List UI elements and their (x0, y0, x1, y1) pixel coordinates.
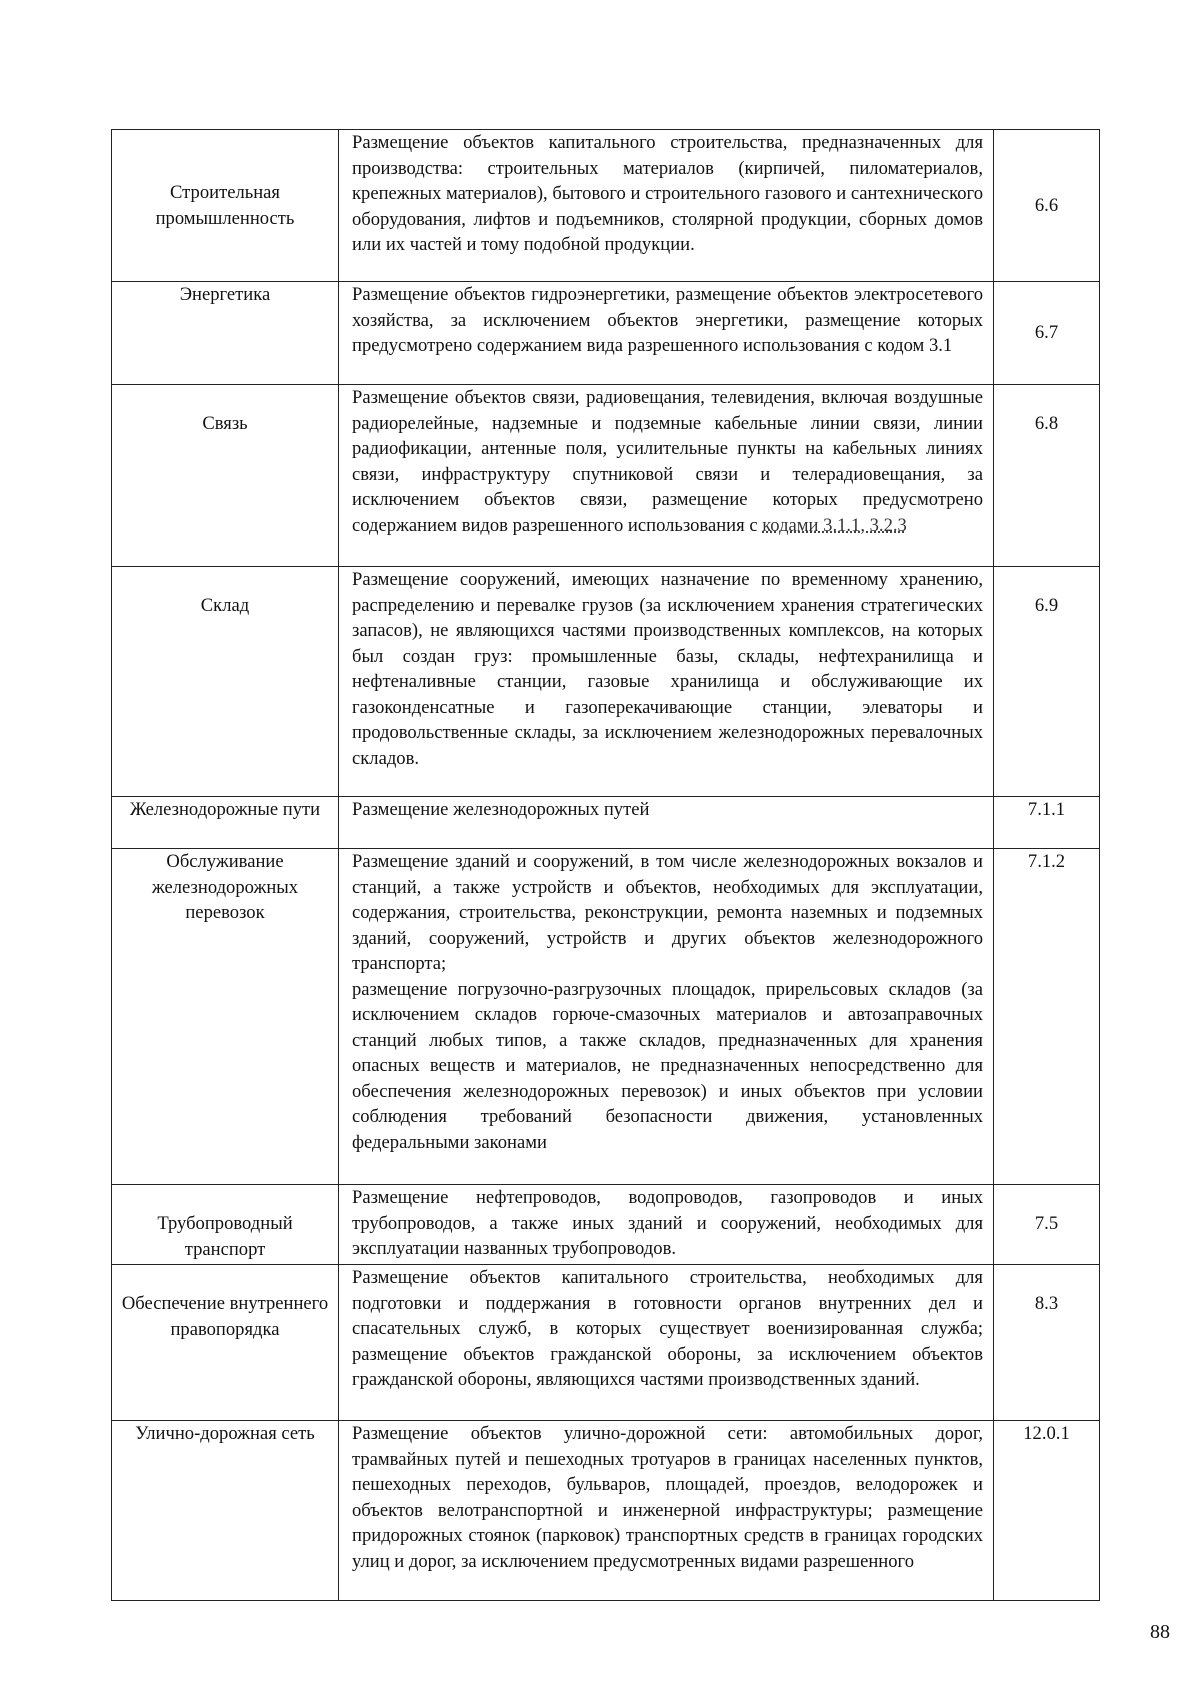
row-desc: Размещение зданий и сооружений, в том числе железнодорожных вокзалов и станций, а также устройств и объектов, необходимых для эксплуатации, содержания, строительства, реконструкции, ремонта наземных и подземных зданий, сооружений, устройств и других объектов железнодорожного транспорта; (352, 851, 983, 974)
row-code: 7.1.1 (1027, 799, 1066, 820)
row-code: 6.7 (1034, 322, 1059, 344)
land-use-table (111, 129, 1100, 1601)
row-desc: Размещение объектов связи, радиовещания, телевидения, включая воздушные радиорелейные, надземные и подземные кабельные линии связи, линии радиофикации, антенные поля, усилительные пункты на кабельных линиях связи, инфраструктуру спутниковой связи и телерадиовещания, за исключением объектов связи, размещение которых предусмотрено содержанием видов разрешенного использования с кодами 3.1.1, 3.2.3 (352, 387, 983, 536)
codes-link[interactable]: кодами 3.1.1, 3.2.3 (762, 514, 907, 536)
row-desc-cell (339, 130, 994, 282)
row-desc-cell (339, 282, 994, 385)
table-row (112, 1265, 1100, 1421)
row-desc-cell (339, 385, 994, 567)
row-name-cell (112, 1265, 339, 1421)
row-desc-cell (339, 1185, 994, 1265)
row-desc-cell (339, 797, 994, 849)
row-code: 6.8 (1034, 413, 1059, 434)
table-row (112, 1421, 1100, 1601)
row-desc: Размещение сооружений, имеющих назначение по временному хранению, распределению и перевалке грузов (за исключением хранения стратегических запасов), не являющихся частями производственных комплексов, на которых был создан груз: промышленные базы, склады, нефтехранилища и нефтеналивные станции, газовые хранилища и обслуживающие их газоконденсатные и газоперекачивающие станции, элеваторы и продовольственные склады, за исключением железнодорожных перевалочных складов. (352, 569, 983, 769)
row-name: Строительная промышленность (155, 182, 295, 229)
row-code-cell (994, 567, 1100, 797)
row-name: Железнодорожные пути (129, 799, 321, 820)
row-desc: Размещение железнодорожных путей (352, 799, 650, 820)
row-name-cell (112, 567, 339, 797)
table-row (112, 385, 1100, 567)
row-desc: Размещение объектов капитального строительства, необходимых для подготовки и поддержания в готовности органов внутренних дел и спасательных служб, в которых существует военизированная служба; размещение объектов гражданской обороны, за исключением объектов гражданской обороны, являющихся частями производственных зданий. (352, 1267, 983, 1390)
row-desc: Размещение объектов улично-дорожной сети: автомобильных дорог, трамвайных путей и пешеходных тротуаров в границах населенных пунктов, пешеходных переходов, бульваров, площадей, проездов, велодорожек и объектов велотранспортной и инженерной инфраструктуры; размещение придорожных стоянок (парковок) транспортных средств в границах городских улиц и дорог, за исключением предусмотренных видами разрешенного (352, 1423, 983, 1572)
row-code: 6.6 (1034, 194, 1059, 216)
row-name: Энергетика (179, 284, 271, 305)
row-name-cell (112, 130, 339, 282)
table-row (112, 130, 1100, 282)
row-desc-cell (339, 1421, 994, 1601)
table-row (112, 1185, 1100, 1265)
row-code: 12.0.1 (1023, 1423, 1070, 1444)
row-code-cell (994, 849, 1100, 1185)
row-name: Обслуживание железнодорожных перевозок (151, 851, 299, 923)
row-desc: Размещение объектов капитального строительства, предназначенных для производства: строительных материалов (кирпичей, пиломатериалов, крепежных материалов), бытового и строительного газового и сантехнического оборудования, лифтов и подъемников, столярной продукции, сборных домов или их частей и тому подобной продукции. (352, 132, 983, 255)
row-desc-cell (339, 1265, 994, 1421)
row-code: 7.1.2 (1027, 851, 1066, 872)
table-row (112, 797, 1100, 849)
row-code: 6.9 (1034, 595, 1059, 616)
page-number: 88 (1150, 1621, 1170, 1643)
table-row (112, 567, 1100, 797)
row-name-cell (112, 385, 339, 567)
row-code-cell (994, 1265, 1100, 1421)
row-desc-cell (339, 567, 994, 797)
row-desc: Размещение объектов гидроэнергетики, размещение объектов электросетевого хозяйства, за исключением объектов энергетики, размещение которых предусмотрено содержанием вида разрешенного использования с кодом 3.1 (352, 284, 983, 356)
row-name-cell (112, 282, 339, 385)
row-code-cell (994, 1185, 1100, 1265)
row-code: 8.3 (1034, 1293, 1059, 1314)
row-name: Обеспечение внутреннего правопорядка (121, 1293, 329, 1340)
row-name: Связь (202, 413, 248, 434)
row-code-cell (994, 385, 1100, 567)
row-desc: Размещение нефтепроводов, водопроводов, газопроводов и иных трубопроводов, а также иных зданий и сооружений, необходимых для эксплуатации названных трубопроводов. (352, 1187, 983, 1259)
row-code-cell (994, 130, 1100, 282)
row-name: Улично-дорожная сеть (135, 1423, 315, 1444)
row-code: 7.5 (1034, 1213, 1059, 1234)
row-code-cell (994, 797, 1100, 849)
row-name-cell (112, 1185, 339, 1265)
row-name-cell (112, 1421, 339, 1601)
table-row (112, 282, 1100, 385)
row-code-cell (994, 1421, 1100, 1601)
row-desc-continued: размещение погрузочно-разгрузочных площадок, прирельсовых складов (за исключением складов горюче-смазочных материалов и автозаправочных станций любых типов, а также складов, предназначенных для хранения опасных веществ и материалов, не предназначенных непосредственно для обеспечения железнодорожных перевозок) и иных объектов при условии соблюдения требований безопасности движения, установленных федеральными законами (352, 978, 983, 1153)
row-name: Склад (200, 595, 250, 616)
row-name-cell (112, 849, 339, 1185)
row-name: Трубопроводный транспорт (157, 1213, 293, 1260)
row-desc-cell (339, 849, 994, 1185)
row-code-cell (994, 282, 1100, 385)
row-name-cell (112, 797, 339, 849)
table-row (112, 849, 1100, 1185)
